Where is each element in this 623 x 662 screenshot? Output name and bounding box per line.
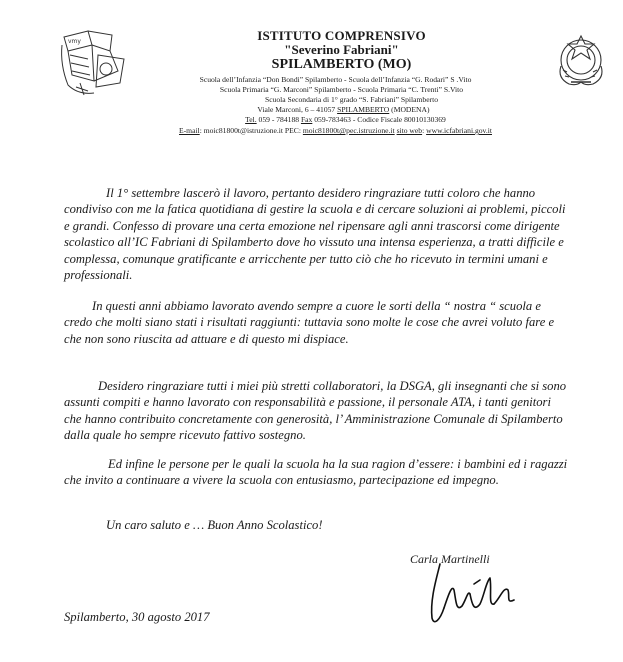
email-link[interactable]: : moic81800t@istruzione.it <box>199 126 284 135</box>
institute-town: SPILAMBERTO (MO) <box>271 57 412 72</box>
handwritten-signature <box>410 560 532 626</box>
signature-name: Carla Martinelli <box>410 552 490 566</box>
contacts-line: E-mail: moic81800t@istruzione.it PEC: moic81800t@pec.istruzione.it sito web: www.icfabriani.gov.it <box>179 126 492 135</box>
schools-line-3: Scuola Secondaria di 1° grado “S. Fabriani” Spilamberto <box>264 95 438 104</box>
fax-label: Fax <box>300 115 313 124</box>
institute-title: ISTITUTO COMPRENSIVO <box>257 28 426 43</box>
greeting: Un caro saluto e … Buon Anno Scolastico! <box>106 518 323 532</box>
email-label: E-mail <box>179 126 200 135</box>
pec-link[interactable]: moic81800t@pec.istruzione.it <box>302 126 395 135</box>
paragraph-4: Ed infine le persone per le quali la scuola ha la sua ragion d’essere: i bambini ed i ragazzi che invito a continuare a vivere la scuola con entusiasmo, partecipazione ed impegno. <box>64 457 568 488</box>
paragraph-1: Il 1° settembre lascerò il lavoro, pertanto desidero ringraziare tutti coloro che hanno condiviso con me la fatica quotidiana di gestire la scuola e di cercare soluzioni ai problemi, piccoli e grandi. Confesso di provare una certa emozione nel ripensare agli anni trascorsi come dirigente scolastico all’IC Fabriani di Spilamberto dove ho vissuto una intensa esperienza, a tratti difficile e complessa, comunque gratificante e arricchente per tutto ciò che ho ricevuto in termini umani e professionali. <box>64 186 566 283</box>
phone-line: Tel. 059 - 784188 Fax 059-783463 - Codice Fiscale 80010130369 <box>245 115 446 124</box>
svg-text:vmy: vmy <box>68 38 81 45</box>
institute-name: "Severino Fabriani" <box>284 42 399 57</box>
website-link[interactable]: www.icfabriani.gov.it <box>426 126 492 135</box>
paragraph-3: Desidero ringraziare tutti i miei più stretti collaboratori, la DSGA, gli insegnanti che si sono assunti compiti e hanno lavorato con responsabilità e passione, il personale ATA, i tanti genitori che hanno contribuito concretamente con generosità, l’ Amministrazione Comunale di Spilamberto dalla quale ho sempre ricevuto fattivo sostegno. <box>64 379 567 443</box>
address-line: Viale Marconi, 6 – 41057 SPILAMBERTO (MODENA) <box>257 105 430 114</box>
schools-line-2: Scuola Primaria “G. Marconi” Spilamberto - Scuola Primaria “C. Trenti” S.Vito <box>219 85 464 94</box>
tel-label: Tel. <box>245 115 257 124</box>
schools-line-1: Scuola dell’Infanzia “Don Bondi” Spilamberto - Scuola dell’Infanzia “G. Rodari” S .Vito <box>199 75 472 84</box>
place-and-date: Spilamberto, 30 agosto 2017 <box>64 610 210 624</box>
paragraph-2: In questi anni abbiamo lavorato avendo sempre a cuore le sorti della “ nostra “ scuola e credo che molti siano stati i risultati raggiunti: tuttavia sono molte le cose che avrei voluto fare e che non sono riuscita ad attuare e di questo mi dispiace. <box>64 299 555 346</box>
